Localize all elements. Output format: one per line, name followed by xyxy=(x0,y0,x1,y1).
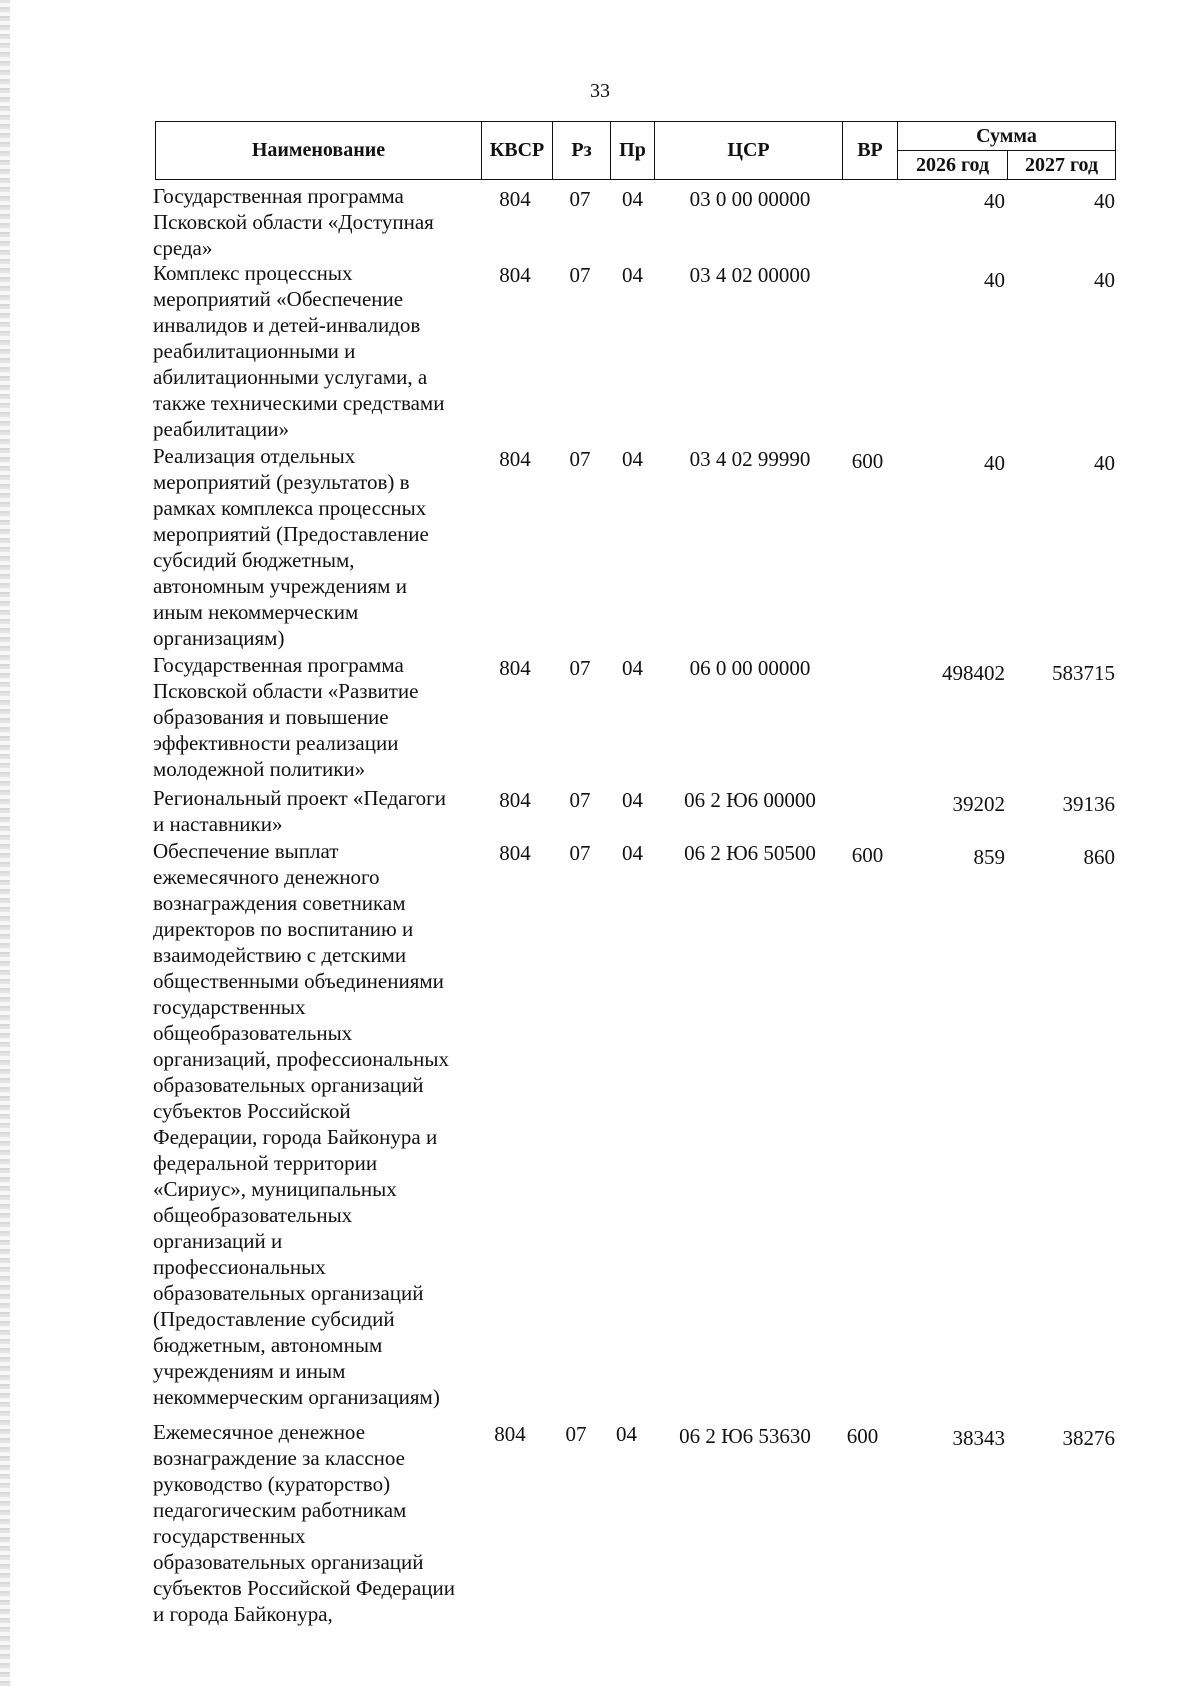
header-name: Наименование xyxy=(156,122,482,180)
row-csr: 06 2 Ю6 53630 xyxy=(679,1424,811,1448)
row-kvsr: 804 xyxy=(499,263,531,287)
row-csr: 06 2 Ю6 50500 xyxy=(684,841,816,865)
row-sum-2027: 40 xyxy=(1094,268,1115,292)
row-vr: 600 xyxy=(851,843,884,867)
row-name: Комплекс процессных мероприятий «Обеспечение инвалидов и детей-инвалидов реабилитационными и абилитационными услугами, а также техническими средствами реабилитации» xyxy=(153,261,445,441)
row-sum-2027: 860 xyxy=(1083,845,1115,869)
row-csr: 03 4 02 99990 xyxy=(689,447,811,471)
row-pr: 04 xyxy=(622,841,643,865)
header-vr: ВР xyxy=(843,122,898,180)
row-sum-2027: 583715 xyxy=(1052,661,1115,685)
row-kvsr: 804 xyxy=(499,187,531,211)
row-csr: 03 4 02 00000 xyxy=(689,263,811,287)
table-header xyxy=(155,121,1116,180)
row-rz: 07 xyxy=(569,263,591,287)
row-vr: 600 xyxy=(851,449,884,473)
row-sum-2026: 38343 xyxy=(952,1426,1005,1450)
row-csr: 03 0 00 00000 xyxy=(689,187,811,211)
row-name: Государственная программа Псковской области «Развитие образования и повышение эффективности реализации молодежной политики» xyxy=(153,653,419,781)
header-pr: Пр xyxy=(611,122,655,180)
row-rz: 07 xyxy=(565,1422,587,1446)
row-name: Государственная программа Псковской области «Доступная среда» xyxy=(153,184,434,260)
header-kvsr: КВСР xyxy=(482,122,553,180)
row-kvsr: 804 xyxy=(499,447,531,471)
row-name: Обеспечение выплат ежемесячного денежного вознаграждения советникам директоров по воспитанию и взаимодействию с детскими общественными объединениями государственных общеобразовательных организаций, профессиональных образовательных организаций субъектов Российской Федерации, города Байконура и федеральной территории «Сириус», муниципальных общеобразовательных организаций и профессиональных образовательных организаций (Предоставление субсидий бюджетным, автономным учреждениям и иным некоммерческим организациям) xyxy=(153,839,449,1409)
row-sum-2027: 38276 xyxy=(1062,1426,1115,1450)
row-sum-2027: 40 xyxy=(1094,451,1115,475)
row-rz: 07 xyxy=(569,788,591,812)
row-csr: 06 2 Ю6 00000 xyxy=(684,788,816,812)
row-pr: 04 xyxy=(622,788,643,812)
row-sum-2027: 39136 xyxy=(1062,792,1115,816)
row-kvsr: 804 xyxy=(499,788,531,812)
header-rz: Рз xyxy=(553,122,611,180)
row-kvsr: 804 xyxy=(499,656,531,680)
row-pr: 04 xyxy=(622,263,643,287)
row-vr: 600 xyxy=(846,1424,879,1448)
row-rz: 07 xyxy=(569,447,591,471)
row-sum-2026: 40 xyxy=(984,268,1005,292)
header-csr: ЦСР xyxy=(655,122,843,180)
row-sum-2026: 39202 xyxy=(952,792,1005,816)
row-name: Ежемесячное денежное вознаграждение за классное руководство (кураторство) педагогическим работникам государственных образовательных организаций субъектов Российской Федерации и города Байконура, xyxy=(153,1420,456,1626)
header-sum: Сумма xyxy=(898,122,1116,151)
header-year-2027: 2027 год xyxy=(1008,151,1116,180)
row-sum-2026: 40 xyxy=(984,451,1005,475)
row-pr: 04 xyxy=(622,447,643,471)
row-rz: 07 xyxy=(569,656,591,680)
row-rz: 07 xyxy=(569,841,591,865)
row-sum-2027: 40 xyxy=(1094,189,1115,213)
row-kvsr: 804 xyxy=(499,841,531,865)
row-name: Региональный проект «Педагоги и наставники» xyxy=(153,786,447,836)
row-csr: 06 0 00 00000 xyxy=(689,656,811,680)
row-sum-2026: 498402 xyxy=(942,661,1005,685)
row-sum-2026: 40 xyxy=(984,189,1005,213)
row-sum-2026: 859 xyxy=(973,845,1005,869)
row-pr: 04 xyxy=(622,656,643,680)
header-year-2026: 2026 год xyxy=(898,151,1008,180)
row-pr: 04 xyxy=(616,1422,637,1446)
row-pr: 04 xyxy=(622,187,643,211)
row-kvsr: 804 xyxy=(494,1422,526,1446)
row-name: Реализация отдельных мероприятий (результатов) в рамках комплекса процессных мероприятий (Предоставление субсидий бюджетным, автономным учреждениям и иным некоммерческим организациям) xyxy=(153,444,429,650)
row-rz: 07 xyxy=(569,187,591,211)
scan-edge xyxy=(0,0,10,1686)
page-number: 33 xyxy=(590,80,610,102)
